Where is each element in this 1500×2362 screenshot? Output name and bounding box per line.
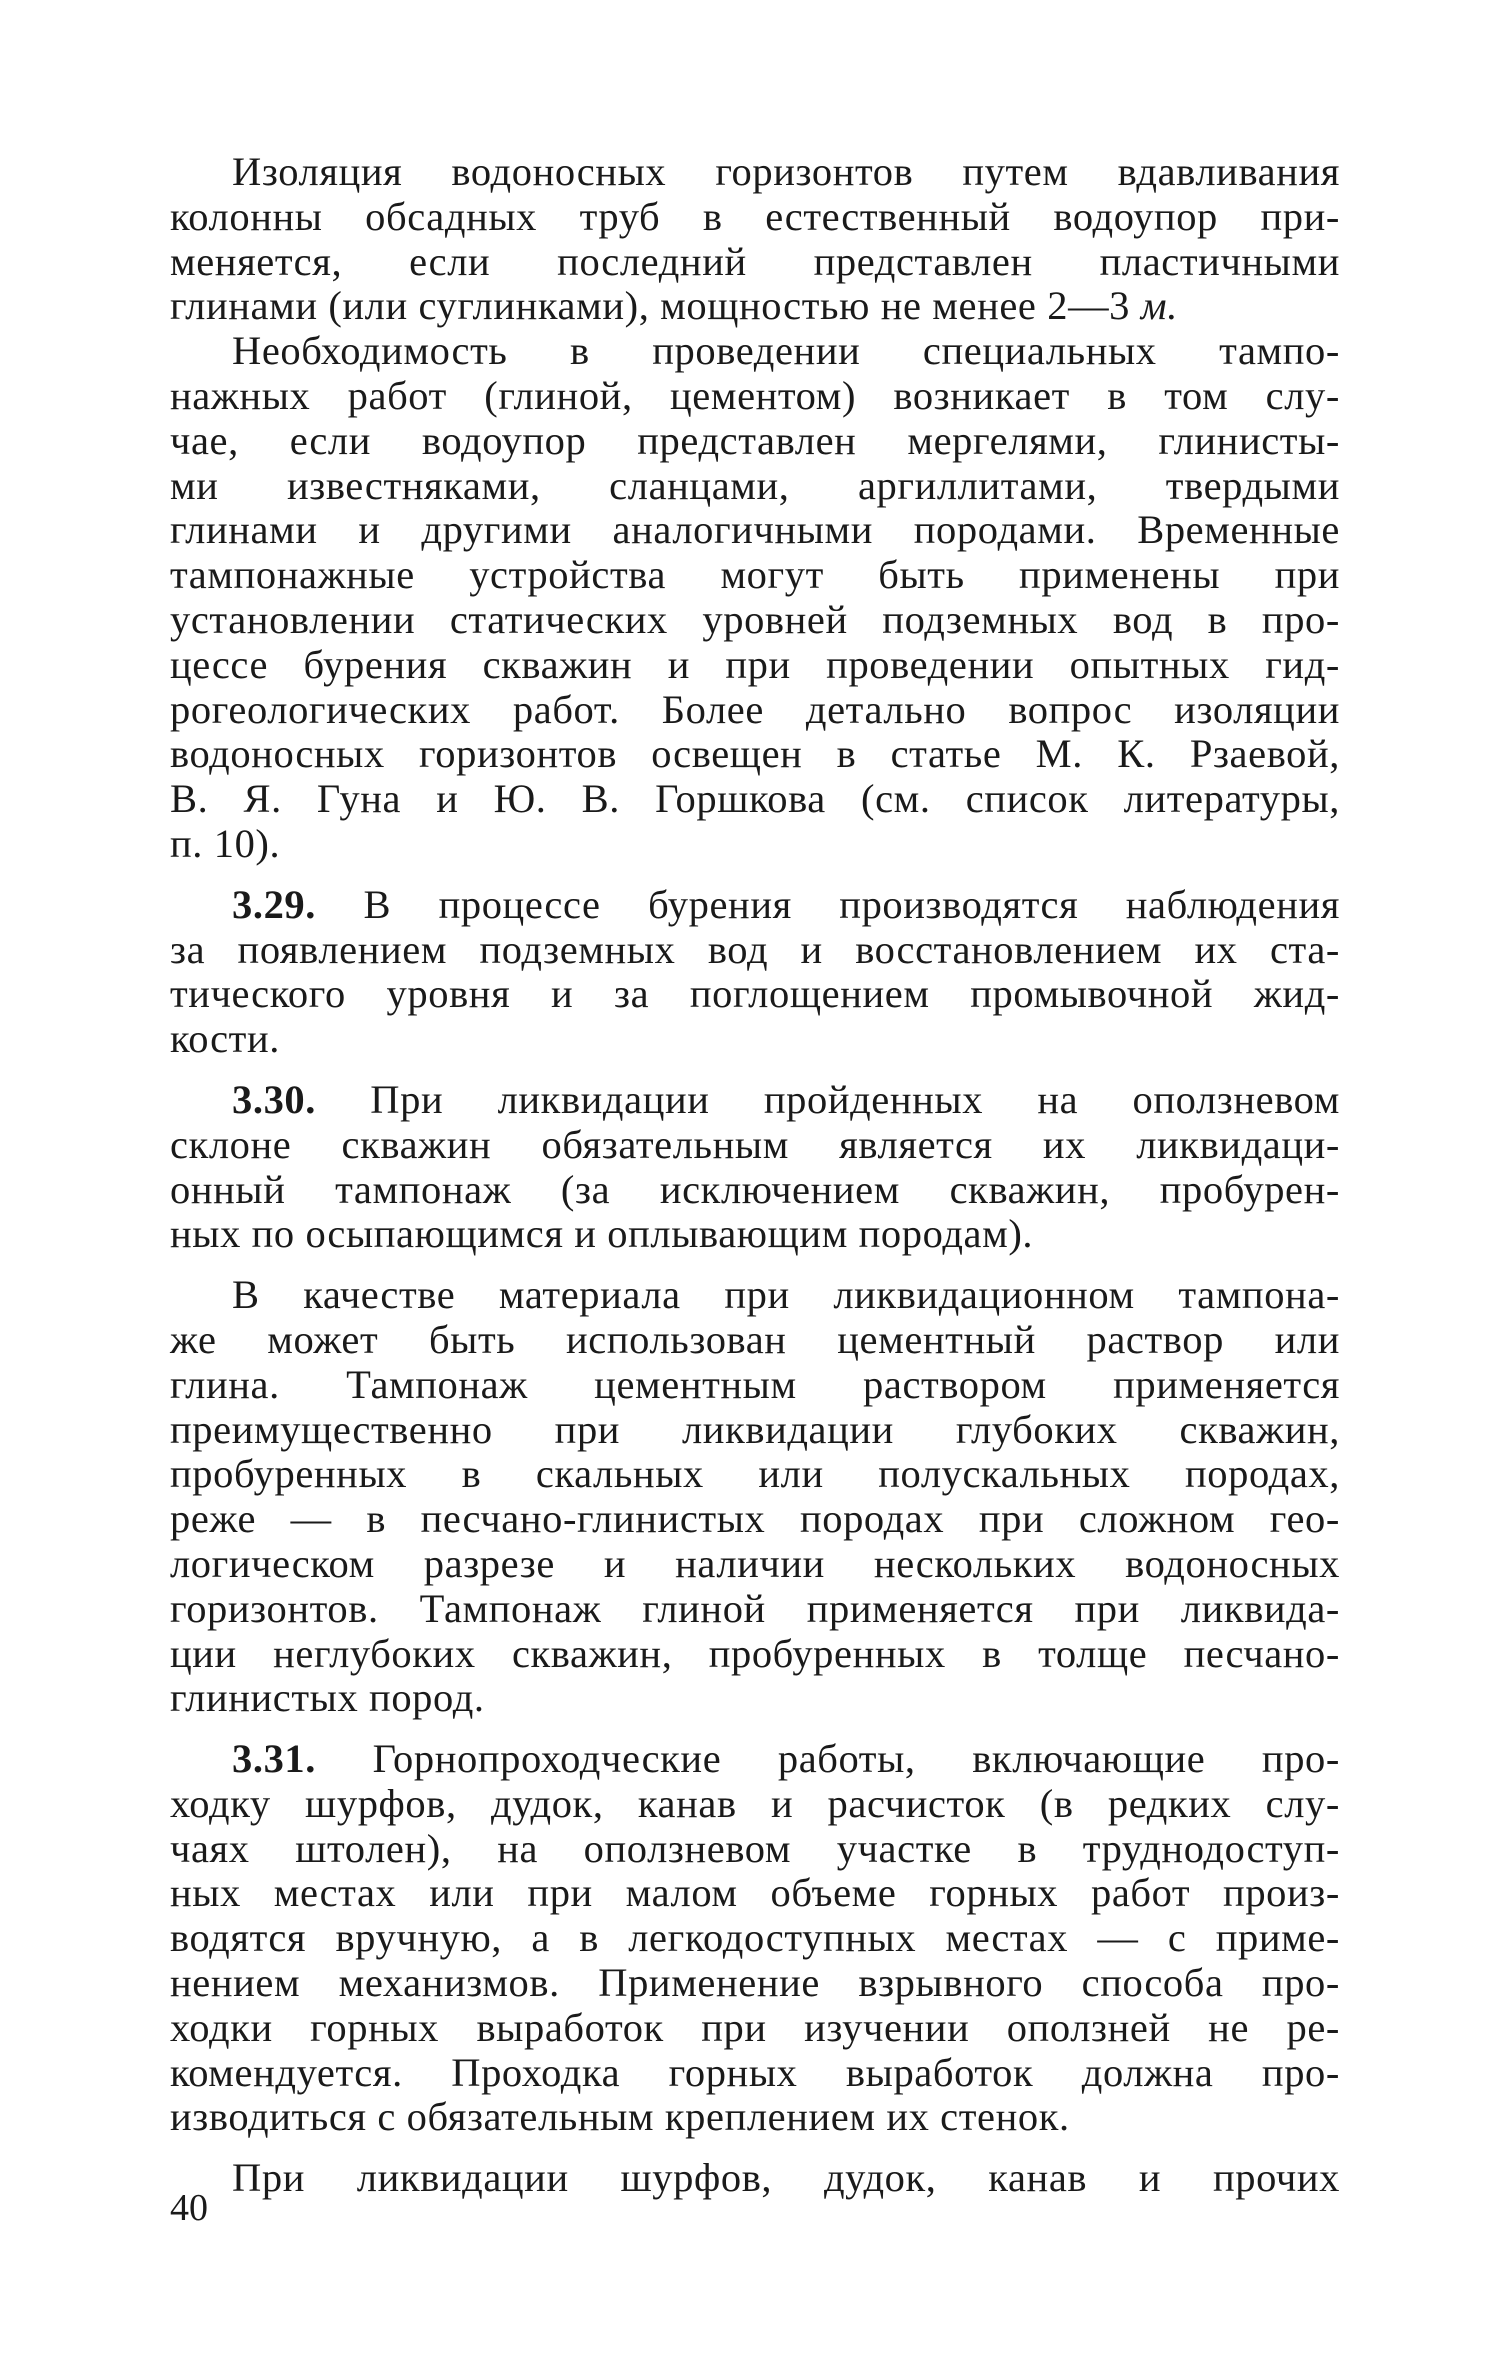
- section-number: 3.30.: [232, 1076, 316, 1122]
- text-line: преимущественно при ликвидации глубоких скважин,: [170, 1406, 1340, 1452]
- text-line: цессе бурения скважин и при проведении опытных гид-: [170, 641, 1340, 687]
- text-line: п. 10).: [170, 820, 281, 866]
- paragraph-3-31: [170, 1737, 1340, 2140]
- text-line: горизонтов. Тампонаж глиной применяется при ликвида-: [170, 1585, 1340, 1631]
- text-line: водятся вручную, а в легкодоступных местах — с приме-: [170, 1915, 1340, 1961]
- text-line: [170, 1737, 1340, 1782]
- paragraph-gap: [170, 2140, 1340, 2156]
- text-line: логическом разрезе и наличии нескольких водоносных: [170, 1540, 1340, 1586]
- text-line: глинистых пород.: [170, 1675, 485, 1721]
- text-line: установлении статических уровней подземных вод в про-: [170, 596, 1340, 642]
- paragraph-tamponage-material: [170, 1273, 1340, 1721]
- text-line: ходку шурфов, дудок, канав и расчисток (в редких слу-: [170, 1780, 1340, 1826]
- text-line: комендуется. Проходка горных выработок должна про-: [170, 2049, 1340, 2095]
- text-line: ных по осыпающимся и оплывающим породам).: [170, 1211, 1034, 1257]
- text-run: В процессе бурения производятся наблюдения: [316, 881, 1340, 927]
- text-line: меняется, если последний представлен пластичными: [170, 238, 1340, 284]
- text-line: глинами (или суглинками), мощностью не менее 2—3 м.: [170, 283, 1178, 329]
- text-line: же может быть использован цементный раствор или: [170, 1316, 1340, 1362]
- paragraph-tamponage-necessity: [170, 329, 1340, 867]
- section-number: 3.29.: [232, 881, 316, 927]
- text-line: ции неглубоких скважин, пробуренных в толще песчано-: [170, 1630, 1340, 1676]
- page-number: 40: [170, 2187, 208, 2229]
- text-line: глинами и другими аналогичными породами. Временные: [170, 507, 1340, 553]
- paragraph-gap: [170, 1257, 1340, 1273]
- paragraph-3-30: [170, 1078, 1340, 1257]
- text-line: пробуренных в скальных или полускальных породах,: [170, 1451, 1340, 1497]
- section-number: 3.31.: [232, 1736, 316, 1782]
- text-line: Изоляция водоносных горизонтов путем вдавливания: [232, 149, 1340, 194]
- text-line: В. Я. Гуна и Ю. В. Горшкова (см. список литературы,: [170, 776, 1340, 822]
- paragraph-gap: [170, 867, 1340, 883]
- paragraph-3-29: [170, 883, 1340, 1062]
- text-line: ных местах или при малом объеме горных работ произ-: [170, 1870, 1340, 1916]
- text-line: Необходимость в проведении специальных тампо-: [232, 328, 1340, 374]
- text-line: чае, если водоупор представлен мергелями, глинисты-: [170, 417, 1340, 463]
- text-line: тического уровня и за поглощением промывочной жид-: [170, 971, 1340, 1017]
- paragraph-isolation: [170, 150, 1340, 329]
- text-line: колонны обсадных труб в естественный водоупор при-: [170, 193, 1340, 239]
- text-line: [170, 1078, 1340, 1123]
- text-line: склоне скважин обязательным является их ликвидаци-: [170, 1121, 1340, 1167]
- text-line: ми известняками, сланцами, аргиллитами, твердыми: [170, 462, 1340, 508]
- text-line: ходки горных выработок при изучении оползней не ре-: [170, 2004, 1340, 2050]
- text-run: При ликвидации пройденных на оползневом: [316, 1076, 1340, 1122]
- text-line: [170, 883, 1340, 928]
- text-line: тампонажные устройства могут быть применены при: [170, 552, 1340, 598]
- paragraph-gap: [170, 1721, 1340, 1737]
- text-line: чаях штолен), на оползневом участке в труднодоступ-: [170, 1825, 1340, 1871]
- text-line: изводиться с обязательным креплением их стенок.: [170, 2094, 1070, 2140]
- paragraph-liquidation-pits: [170, 2156, 1340, 2201]
- text-line: глина. Тампонаж цементным раствором применяется: [170, 1361, 1340, 1407]
- text-line: кости.: [170, 1016, 280, 1062]
- text-line: нажных работ (глиной, цементом) возникает в том слу-: [170, 372, 1340, 418]
- text-line: водоносных горизонтов освещен в статье М. К. Рзаевой,: [170, 731, 1340, 777]
- text-line: При ликвидации шурфов, дудок, канав и прочих: [232, 2155, 1340, 2201]
- text-line: онный тампонаж (за исключением скважин, пробурен-: [170, 1166, 1340, 1212]
- unit-meters: м.: [1140, 283, 1178, 329]
- document-page: [170, 150, 1340, 2201]
- text-line: реже — в песчано-глинистых породах при сложном гео-: [170, 1496, 1340, 1542]
- text-line: нением механизмов. Применение взрывного способа про-: [170, 1960, 1340, 2006]
- text-line: рогеологических работ. Более детально вопрос изоляции: [170, 686, 1340, 732]
- paragraph-gap: [170, 1062, 1340, 1078]
- text-line: В качестве материала при ликвидационном тампона-: [232, 1272, 1340, 1318]
- text-run: Горнопроходческие работы, включающие про-: [316, 1736, 1340, 1782]
- text-line: за появлением подземных вод и восстановлением их ста-: [170, 926, 1340, 972]
